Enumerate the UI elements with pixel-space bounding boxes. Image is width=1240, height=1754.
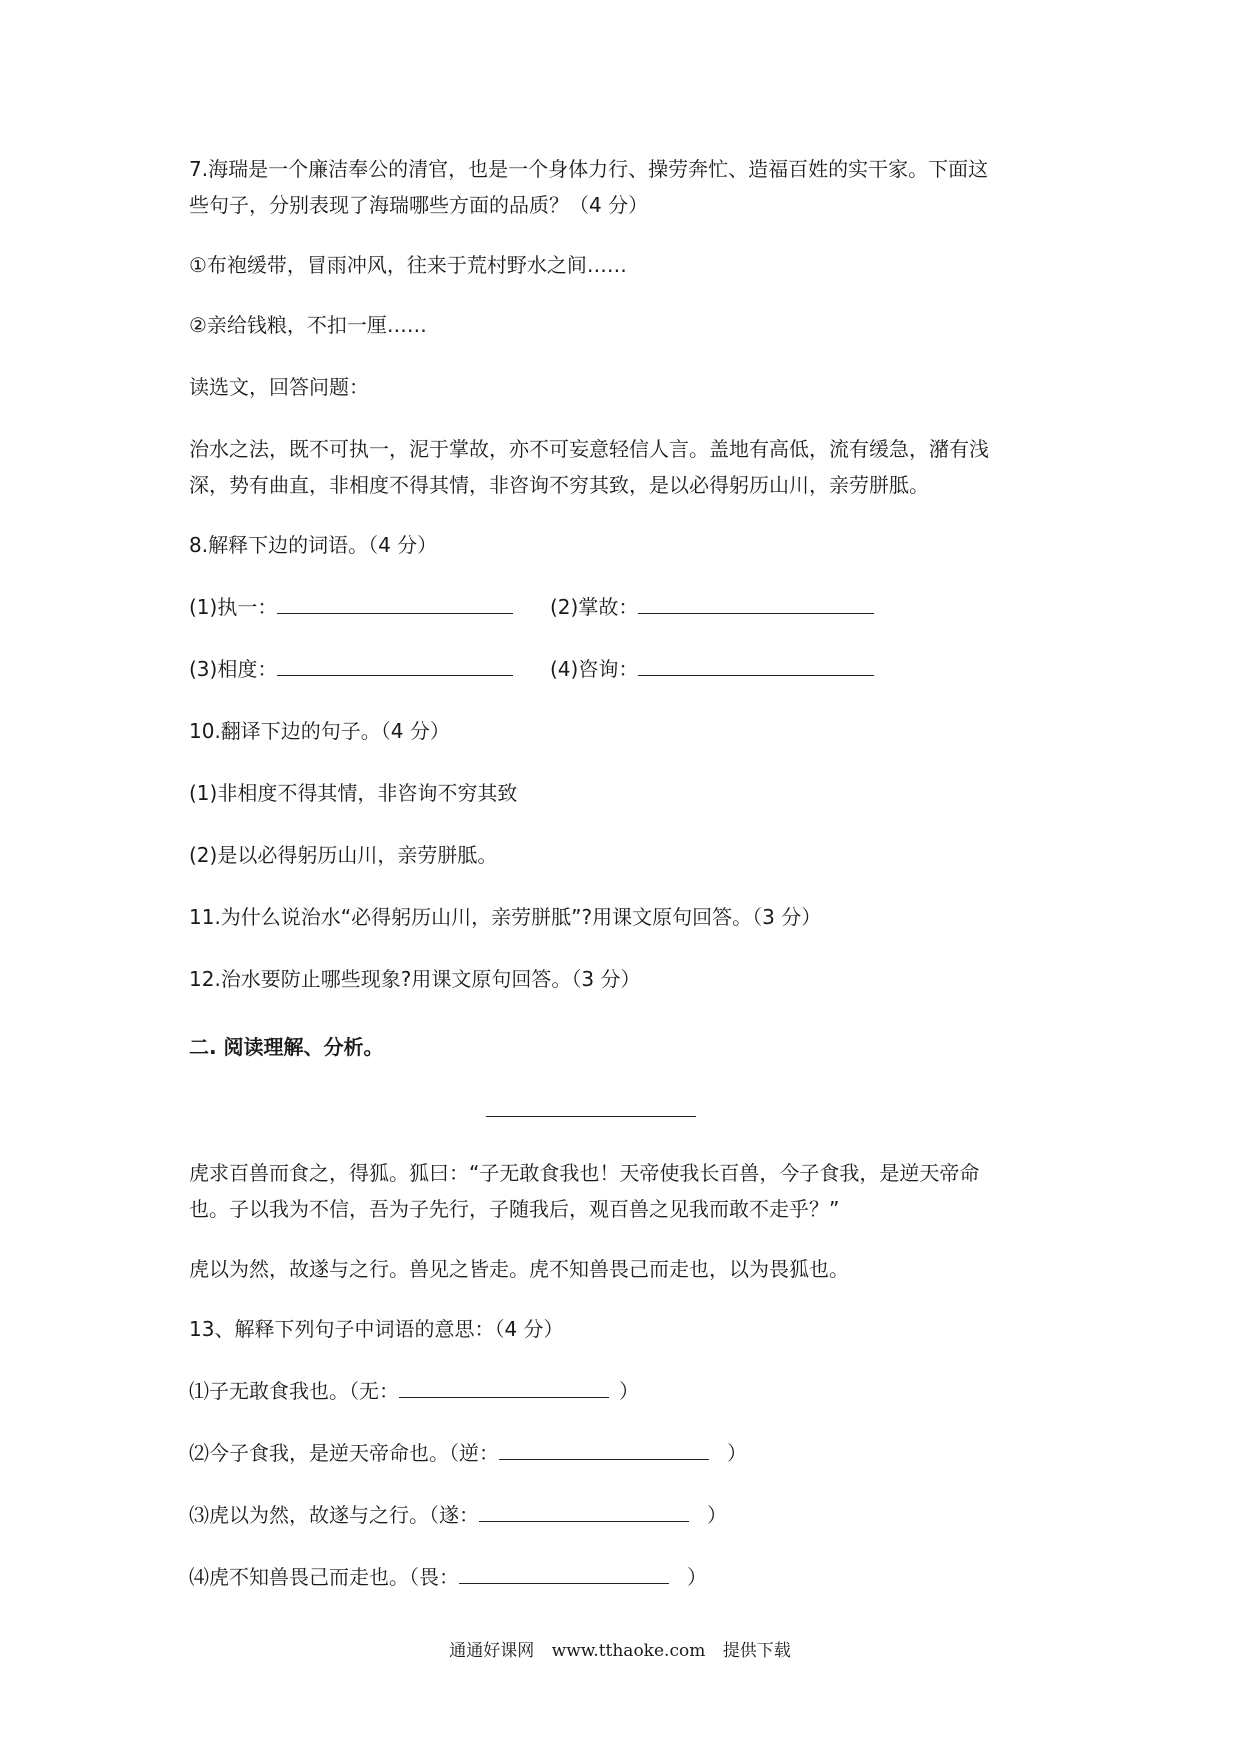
q13-item3-close: ） — [707, 1503, 727, 1527]
q10-item2: (2)是以必得躬历山川，亲劳胼胝。 — [189, 843, 498, 867]
q13-item2 — [189, 1436, 1069, 1470]
q7-item2: ②亲给钱粮，不扣一厘…… — [189, 313, 427, 337]
q8-item4 — [550, 652, 874, 686]
page-footer — [0, 1636, 1240, 1661]
q8-item1-label: (1)执一： — [189, 595, 278, 619]
q8-item2-answer-blank[interactable] — [638, 591, 874, 614]
q13-item4-text: ⑷虎不知兽畏己而走也。（畏： — [189, 1565, 459, 1589]
q13-title: 13、解释下列句子中词语的意思：（4 分） — [189, 1317, 564, 1341]
q10-title: 10.翻译下边的句子。（4 分） — [189, 719, 450, 743]
passage1-line2: 深，势有曲直，非相度不得其情，非咨询不穷其致，是以必得躬历山川，亲劳胼胝。 — [189, 473, 929, 497]
q13-item1-answer-blank[interactable] — [399, 1375, 609, 1398]
passage2-line2: 也。子以我为不信，吾为子先行，子随我后，观百兽之见我而敢不走乎？” — [189, 1197, 840, 1221]
q13-item3-text: ⑶虎以为然，故遂与之行。（遂： — [189, 1503, 479, 1527]
q13-item4-answer-blank[interactable] — [459, 1561, 669, 1584]
q8-item4-answer-blank[interactable] — [638, 653, 874, 676]
q8-row1 — [189, 590, 1069, 624]
q13-item4-close: ） — [687, 1565, 707, 1589]
section2-title: 二. 阅读理解、分析。 — [189, 1035, 384, 1059]
q8-item2 — [550, 590, 874, 624]
footer-url-link[interactable]: www.tthaoke.com — [551, 1641, 706, 1661]
q7-text-line2: 些句子，分别表现了海瑞哪些方面的品质？（4 分） — [189, 193, 649, 217]
q13-item2-answer-blank[interactable] — [499, 1437, 709, 1460]
q13-item3-answer-blank[interactable] — [479, 1499, 689, 1522]
q8-row2 — [189, 652, 1069, 686]
q8-item3-answer-blank[interactable] — [277, 653, 513, 676]
q8-item4-label: (4)咨询： — [550, 657, 639, 681]
q8-item2-label: (2)掌故： — [550, 595, 639, 619]
q8-item3-label: (3)相度： — [189, 657, 278, 681]
footer-suffix: 提供下载 — [722, 1641, 791, 1661]
q12-text: 12.治水要防止哪些现象?用课文原句回答。（3 分） — [189, 967, 641, 991]
q13-item2-close: ） — [727, 1441, 747, 1465]
q13-item1-text: ⑴子无敢食我也。（无： — [189, 1379, 399, 1403]
q11-text: 11.为什么说治水“必得躬历山川，亲劳胼胝”?用课文原句回答。（3 分） — [189, 905, 822, 929]
q10-item1: (1)非相度不得其情，非咨询不穷其致 — [189, 781, 518, 805]
passage2-title-blank[interactable] — [486, 1116, 696, 1117]
q8-item1-answer-blank[interactable] — [277, 591, 513, 614]
q13-item2-text: ⑵今子食我，是逆天帝命也。（逆： — [189, 1441, 499, 1465]
passage2-line3: 虎以为然，故遂与之行。兽见之皆走。虎不知兽畏己而走也，以为畏狐也。 — [189, 1257, 849, 1281]
q7-item1: ①布袍缓带，冒雨冲风，往来于荒村野水之间…… — [189, 253, 627, 277]
q13-item1 — [189, 1374, 1069, 1408]
reading-prompt: 读选文，回答问题： — [189, 375, 369, 399]
q7-text-line1: 7.海瑞是一个廉洁奉公的清官，也是一个身体力行、操劳奔忙、造福百姓的实干家。下面这 — [189, 157, 989, 181]
q13-item4 — [189, 1560, 1069, 1594]
passage2-line1: 虎求百兽而食之，得狐。狐曰：“子无敢食我也！天帝使我长百兽，今子食我，是逆天帝命 — [189, 1161, 980, 1185]
q13-item3 — [189, 1498, 1069, 1532]
passage1-line1: 治水之法，既不可执一，泥于掌故，亦不可妄意轻信人言。盖地有高低，流有缓急，潴有浅 — [189, 437, 989, 461]
footer-site-name: 通通好课网 — [449, 1641, 535, 1661]
q13-item1-close: ） — [619, 1379, 639, 1403]
q8-title: 8.解释下边的词语。（4 分） — [189, 533, 438, 557]
